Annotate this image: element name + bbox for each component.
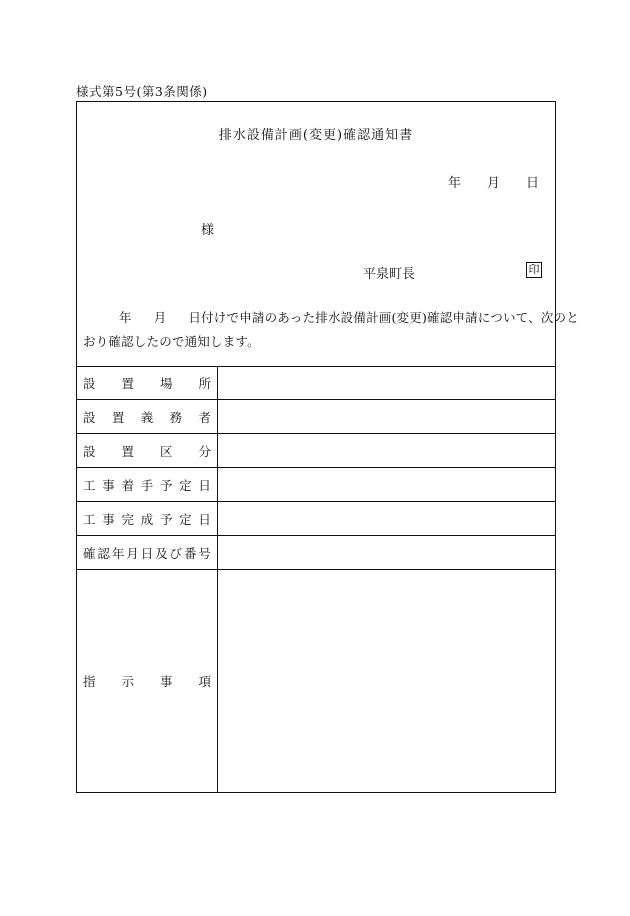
row-value-construction-start xyxy=(218,468,555,501)
form-table xyxy=(77,366,555,792)
label-char: 設 xyxy=(83,443,96,459)
body-line1-text: 日付けで申請のあった排水設備計画(変更)確認申請について、次のと xyxy=(188,310,579,325)
table-row xyxy=(77,468,555,502)
table-row xyxy=(77,400,555,434)
row-label-construction-start xyxy=(77,468,218,501)
row-label-construction-completion xyxy=(77,502,218,535)
form-header xyxy=(77,102,579,367)
label-char: 日 xyxy=(140,545,154,561)
label-char: 示 xyxy=(121,674,134,689)
label-char: 号 xyxy=(198,545,211,561)
row-label-installation-category xyxy=(77,434,218,467)
table-row xyxy=(77,434,555,468)
issuer-name: 平泉町長 xyxy=(363,267,416,282)
body-month-label: 月 xyxy=(153,310,167,325)
label-char: 予 xyxy=(159,511,173,527)
notice-line-2: おり確認したので通知します。 xyxy=(83,334,260,349)
form-number: 様式第5号(第3条関係) xyxy=(76,84,208,99)
addressee-suffix: 様 xyxy=(201,223,215,238)
label-char: 区 xyxy=(159,443,173,459)
label-char: 完 xyxy=(121,511,134,527)
label-char: 年 xyxy=(111,545,125,561)
table-row xyxy=(77,570,555,792)
row-value-construction-completion xyxy=(218,502,555,535)
label-char: 番 xyxy=(183,545,197,561)
label-char: 務 xyxy=(169,409,183,425)
label-char: 所 xyxy=(198,375,211,391)
label-char: 予 xyxy=(159,477,173,493)
label-char: 手 xyxy=(140,477,154,493)
date-month-label: 月 xyxy=(486,176,500,191)
label-char: 場 xyxy=(159,375,173,391)
label-char: 工 xyxy=(83,477,96,493)
notice-body xyxy=(83,306,579,354)
row-label-obligated-party xyxy=(77,400,218,433)
notice-line-1 xyxy=(83,306,579,330)
row-value-installation-place xyxy=(218,366,555,399)
label-char: 置 xyxy=(121,375,134,391)
table-row xyxy=(77,366,555,400)
label-char: 確 xyxy=(83,545,96,561)
label-char: 指 xyxy=(83,674,96,689)
table-row xyxy=(77,536,555,570)
label-char: 者 xyxy=(198,409,211,425)
row-value-obligated-party xyxy=(218,400,555,433)
label-char: 事 xyxy=(102,511,115,527)
label-char: 分 xyxy=(198,443,211,459)
label-char: 事 xyxy=(102,477,115,493)
label-char: 定 xyxy=(179,477,192,493)
row-label-instructions xyxy=(77,570,218,792)
document-title: 排水設備計画(変更)確認通知書 xyxy=(218,128,414,143)
row-value-instructions xyxy=(218,570,555,792)
issue-date xyxy=(448,172,539,191)
date-year-label: 年 xyxy=(447,176,461,191)
body-year-label: 年 xyxy=(119,310,132,325)
date-day-label: 日 xyxy=(525,176,539,191)
label-char: 事 xyxy=(159,674,173,689)
label-char: 成 xyxy=(140,511,154,527)
notification-form xyxy=(76,101,579,793)
label-char: 及 xyxy=(155,545,168,561)
label-char: 着 xyxy=(121,477,134,493)
label-char: 設 xyxy=(83,375,96,391)
label-char: 項 xyxy=(198,674,211,689)
label-char: 月 xyxy=(126,545,139,561)
label-char: 置 xyxy=(121,443,134,459)
label-char: 置 xyxy=(111,409,125,425)
row-label-installation-place xyxy=(77,366,218,399)
row-value-installation-category xyxy=(218,434,555,467)
label-char: 設 xyxy=(83,409,96,425)
label-char: 日 xyxy=(198,477,211,493)
row-label-confirmation-date-number xyxy=(77,536,218,569)
label-char: び xyxy=(169,545,183,561)
label-char: 工 xyxy=(83,511,96,527)
label-char: 日 xyxy=(198,511,211,527)
label-char: 定 xyxy=(179,511,192,527)
label-char: 認 xyxy=(97,545,110,561)
table-row xyxy=(77,502,555,536)
row-value-confirmation-date-number xyxy=(218,536,555,569)
label-char: 義 xyxy=(140,409,154,425)
seal-mark: 印 xyxy=(526,262,542,278)
